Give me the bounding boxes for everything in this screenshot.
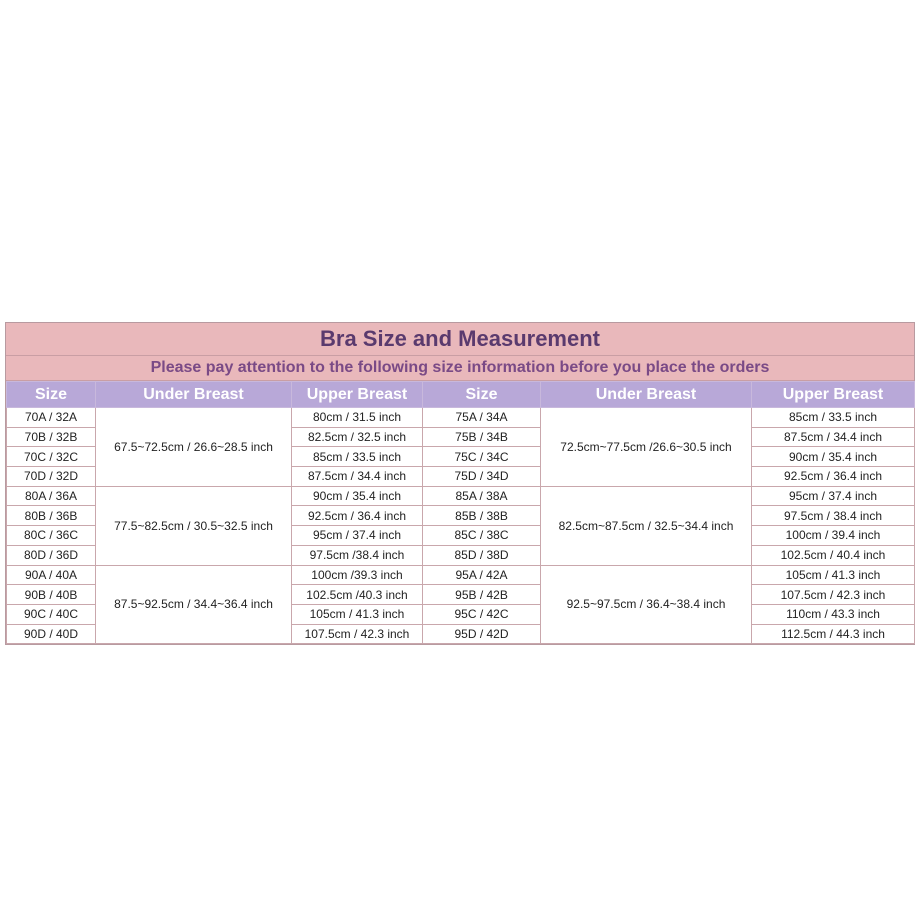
size-cell: 85A / 38A xyxy=(423,486,541,506)
table-row xyxy=(7,486,915,506)
table-row xyxy=(7,408,915,428)
size-cell: 90A / 40A xyxy=(7,565,96,585)
under-breast-range: 67.5~72.5cm / 26.6~28.5 inch xyxy=(96,408,292,487)
upper-breast-cell: 102.5cm /40.3 inch xyxy=(292,585,423,605)
upper-breast-cell: 85cm / 33.5 inch xyxy=(292,447,423,467)
header-upper-breast-left: Upper Breast xyxy=(292,382,423,408)
chart-subtitle: Please pay attention to the following size information before you place the orders xyxy=(6,356,914,381)
size-cell: 95C / 42C xyxy=(423,604,541,624)
table-row xyxy=(7,565,915,585)
header-size-right: Size xyxy=(423,382,541,408)
upper-breast-cell: 92.5cm / 36.4 inch xyxy=(752,467,915,487)
header-size-left: Size xyxy=(7,382,96,408)
size-cell: 80C / 36C xyxy=(7,526,96,546)
upper-breast-cell: 97.5cm / 38.4 inch xyxy=(752,506,915,526)
upper-breast-cell: 85cm / 33.5 inch xyxy=(752,408,915,428)
under-breast-range: 82.5cm~87.5cm / 32.5~34.4 inch xyxy=(541,486,752,565)
size-cell: 90B / 40B xyxy=(7,585,96,605)
size-cell: 90D / 40D xyxy=(7,624,96,644)
upper-breast-cell: 110cm / 43.3 inch xyxy=(752,604,915,624)
header-upper-breast-right: Upper Breast xyxy=(752,382,915,408)
upper-breast-cell: 87.5cm / 34.4 inch xyxy=(752,427,915,447)
upper-breast-cell: 90cm / 35.4 inch xyxy=(292,486,423,506)
upper-breast-cell: 95cm / 37.4 inch xyxy=(292,526,423,546)
size-table xyxy=(6,381,915,644)
size-cell: 75C / 34C xyxy=(423,447,541,467)
size-cell: 70B / 32B xyxy=(7,427,96,447)
upper-breast-cell: 105cm / 41.3 inch xyxy=(292,604,423,624)
size-cell: 70C / 32C xyxy=(7,447,96,467)
size-cell: 90C / 40C xyxy=(7,604,96,624)
upper-breast-cell: 80cm / 31.5 inch xyxy=(292,408,423,428)
upper-breast-cell: 100cm /39.3 inch xyxy=(292,565,423,585)
under-breast-range: 72.5cm~77.5cm /26.6~30.5 inch xyxy=(541,408,752,487)
header-under-breast-right: Under Breast xyxy=(541,382,752,408)
size-cell: 80D / 36D xyxy=(7,545,96,565)
upper-breast-cell: 112.5cm / 44.3 inch xyxy=(752,624,915,644)
upper-breast-cell: 100cm / 39.4 inch xyxy=(752,526,915,546)
upper-breast-cell: 82.5cm / 32.5 inch xyxy=(292,427,423,447)
size-cell: 75B / 34B xyxy=(423,427,541,447)
under-breast-range: 77.5~82.5cm / 30.5~32.5 inch xyxy=(96,486,292,565)
chart-title: Bra Size and Measurement xyxy=(6,323,914,356)
size-cell: 75A / 34A xyxy=(423,408,541,428)
upper-breast-cell: 107.5cm / 42.3 inch xyxy=(752,585,915,605)
upper-breast-cell: 97.5cm /38.4 inch xyxy=(292,545,423,565)
size-cell: 70A / 32A xyxy=(7,408,96,428)
header-under-breast-left: Under Breast xyxy=(96,382,292,408)
size-cell: 85D / 38D xyxy=(423,545,541,565)
upper-breast-cell: 90cm / 35.4 inch xyxy=(752,447,915,467)
upper-breast-cell: 87.5cm / 34.4 inch xyxy=(292,467,423,487)
under-breast-range: 87.5~92.5cm / 34.4~36.4 inch xyxy=(96,565,292,644)
size-chart xyxy=(5,322,915,645)
size-cell: 85C / 38C xyxy=(423,526,541,546)
size-cell: 95A / 42A xyxy=(423,565,541,585)
upper-breast-cell: 95cm / 37.4 inch xyxy=(752,486,915,506)
size-cell: 95D / 42D xyxy=(423,624,541,644)
upper-breast-cell: 102.5cm / 40.4 inch xyxy=(752,545,915,565)
size-cell: 85B / 38B xyxy=(423,506,541,526)
upper-breast-cell: 107.5cm / 42.3 inch xyxy=(292,624,423,644)
upper-breast-cell: 92.5cm / 36.4 inch xyxy=(292,506,423,526)
header-row xyxy=(7,382,915,408)
size-cell: 95B / 42B xyxy=(423,585,541,605)
size-cell: 75D / 34D xyxy=(423,467,541,487)
under-breast-range: 92.5~97.5cm / 36.4~38.4 inch xyxy=(541,565,752,644)
upper-breast-cell: 105cm / 41.3 inch xyxy=(752,565,915,585)
size-cell: 80A / 36A xyxy=(7,486,96,506)
size-cell: 70D / 32D xyxy=(7,467,96,487)
size-cell: 80B / 36B xyxy=(7,506,96,526)
